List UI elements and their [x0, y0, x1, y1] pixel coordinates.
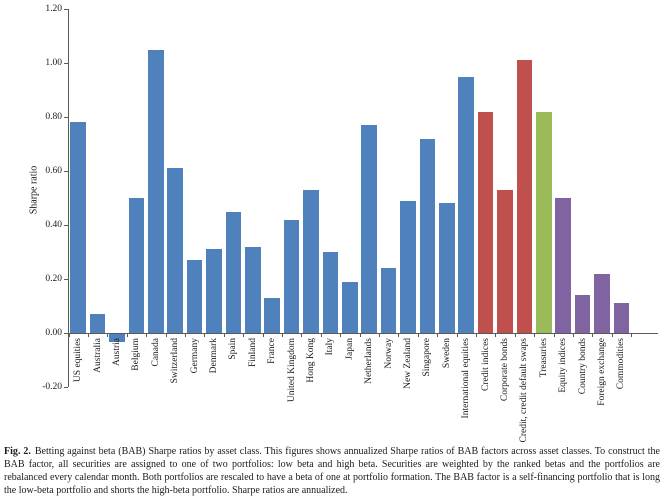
bar [361, 125, 377, 333]
bar [497, 190, 513, 333]
x-category-label: Australia [92, 338, 103, 373]
y-axis-tick-label: 0.00 [45, 327, 62, 338]
bar [458, 77, 474, 334]
x-category-label: Foreign exchange [597, 338, 607, 406]
x-axis-tick [88, 334, 89, 337]
y-axis-line [68, 9, 69, 387]
x-axis-tick [398, 334, 399, 337]
x-axis-tick [476, 334, 477, 337]
x-axis-tick [321, 334, 322, 337]
x-axis-tick [340, 334, 341, 337]
figure-caption [4, 446, 660, 498]
x-axis-tick [631, 334, 632, 337]
y-axis-title: Sharpe ratio [28, 165, 40, 215]
bar [303, 190, 319, 333]
x-axis-tick [457, 334, 458, 337]
x-category-label: Sweden [441, 338, 452, 369]
y-axis-tick-label: 0.60 [45, 165, 62, 176]
y-axis-tick [64, 279, 68, 280]
x-category-label: Spain [228, 338, 239, 360]
x-axis-tick [554, 334, 555, 337]
bar [187, 260, 203, 333]
x-category-label: Switzerland [170, 338, 181, 384]
x-axis-tick [224, 334, 225, 337]
x-axis-tick [418, 334, 419, 337]
x-category-label: International equities [461, 338, 472, 419]
y-axis-tick [64, 63, 68, 64]
bar [284, 220, 300, 333]
x-category-label: Italy [325, 338, 336, 356]
y-axis-tick [64, 117, 68, 118]
x-category-label: United Kingdom [286, 338, 297, 403]
x-category-label: Hong Kong [306, 338, 316, 383]
x-axis-tick [166, 334, 167, 337]
x-category-label: Credit indices [480, 338, 491, 392]
bar [478, 112, 494, 333]
x-axis-tick [437, 334, 438, 337]
x-axis-tick [127, 334, 128, 337]
bar [614, 303, 630, 333]
x-axis-tick [185, 334, 186, 337]
bar [439, 203, 455, 333]
x-axis-tick [69, 334, 70, 337]
x-category-label: Germany [189, 338, 200, 374]
bar [381, 268, 397, 333]
bar [226, 212, 242, 334]
x-axis-tick [495, 334, 496, 337]
bar [536, 112, 552, 333]
x-category-label: New Zealand [403, 338, 413, 389]
figure-caption-text: Betting against beta (BAB) Sharpe ratios by asset class. This figures shows annualized Sharpe ratios of BAB factors across asset classes. To construct the BAB factor, all securities are assigned to one of two portfolios: low beta and high beta. Securities are weighted by the ranked betas and the portfolios are rebalanced every calendar month. Both portfolios are rescaled to have a beta of one at portfolio formation. The BAB factor is a self-financing portfolio that is long the low-beta portfolio and shorts the high-beta portfolio. Sharpe ratios are annualized. [4, 446, 660, 496]
x-category-label: Country bonds [577, 338, 588, 395]
x-axis-tick [592, 334, 593, 337]
x-category-label: Netherlands [364, 338, 375, 384]
x-category-label: Austria [112, 338, 122, 366]
bar [575, 295, 591, 333]
x-category-label: Equity indices [558, 338, 569, 393]
x-axis-tick [146, 334, 147, 337]
bar [206, 249, 222, 333]
y-axis-tick-label: 1.20 [45, 3, 62, 14]
x-axis-tick [534, 334, 535, 337]
x-axis-tick [360, 334, 361, 337]
x-category-label: Japan [344, 338, 355, 360]
x-axis-tick [573, 334, 574, 337]
x-category-label: Denmark [209, 338, 219, 374]
x-axis-tick [107, 334, 108, 337]
y-axis-tick-label: 0.80 [45, 111, 62, 122]
x-category-label: Credit, credit default swaps [519, 338, 530, 443]
figure-caption-label: Fig. 2. [4, 446, 31, 457]
y-axis-tick-label: -0.20 [42, 381, 62, 392]
x-axis-tick [612, 334, 613, 337]
x-category-label: Norway [383, 338, 394, 369]
x-axis-tick [282, 334, 283, 337]
x-category-label: Corporate bonds [500, 338, 510, 402]
x-category-label: Belgium [131, 338, 142, 371]
y-axis-tick-label: 0.40 [45, 219, 62, 230]
y-axis-tick [64, 9, 68, 10]
x-axis-tick [243, 334, 244, 337]
bar [245, 247, 261, 333]
x-category-label: Canada [150, 338, 161, 367]
bar [420, 139, 436, 333]
bar [167, 168, 183, 333]
x-axis-tick [515, 334, 516, 337]
x-axis-tick [379, 334, 380, 337]
bar [594, 274, 610, 333]
x-category-label: Finland [247, 338, 258, 368]
bar [323, 252, 339, 333]
x-category-label: Commodities [616, 338, 627, 390]
x-axis-line [68, 333, 658, 334]
y-axis-tick [64, 387, 68, 388]
bar [264, 298, 280, 333]
bar [400, 201, 416, 333]
x-category-label: France [267, 338, 278, 364]
y-axis-tick-label: 1.00 [45, 57, 62, 68]
y-axis-tick [64, 225, 68, 226]
bar [342, 282, 358, 333]
x-axis-tick [263, 334, 264, 337]
bar [90, 314, 106, 333]
x-category-label: US equities [73, 338, 84, 383]
x-category-label: Treasuries [538, 338, 549, 378]
x-axis-tick [301, 334, 302, 337]
bar [129, 198, 145, 333]
x-category-label: Singapore [422, 338, 433, 377]
y-axis-tick-label: 0.20 [45, 273, 62, 284]
bar [555, 198, 571, 333]
bar [70, 122, 86, 333]
x-axis-tick [204, 334, 205, 337]
bar [517, 60, 533, 333]
y-axis-tick [64, 171, 68, 172]
bar [148, 50, 164, 334]
